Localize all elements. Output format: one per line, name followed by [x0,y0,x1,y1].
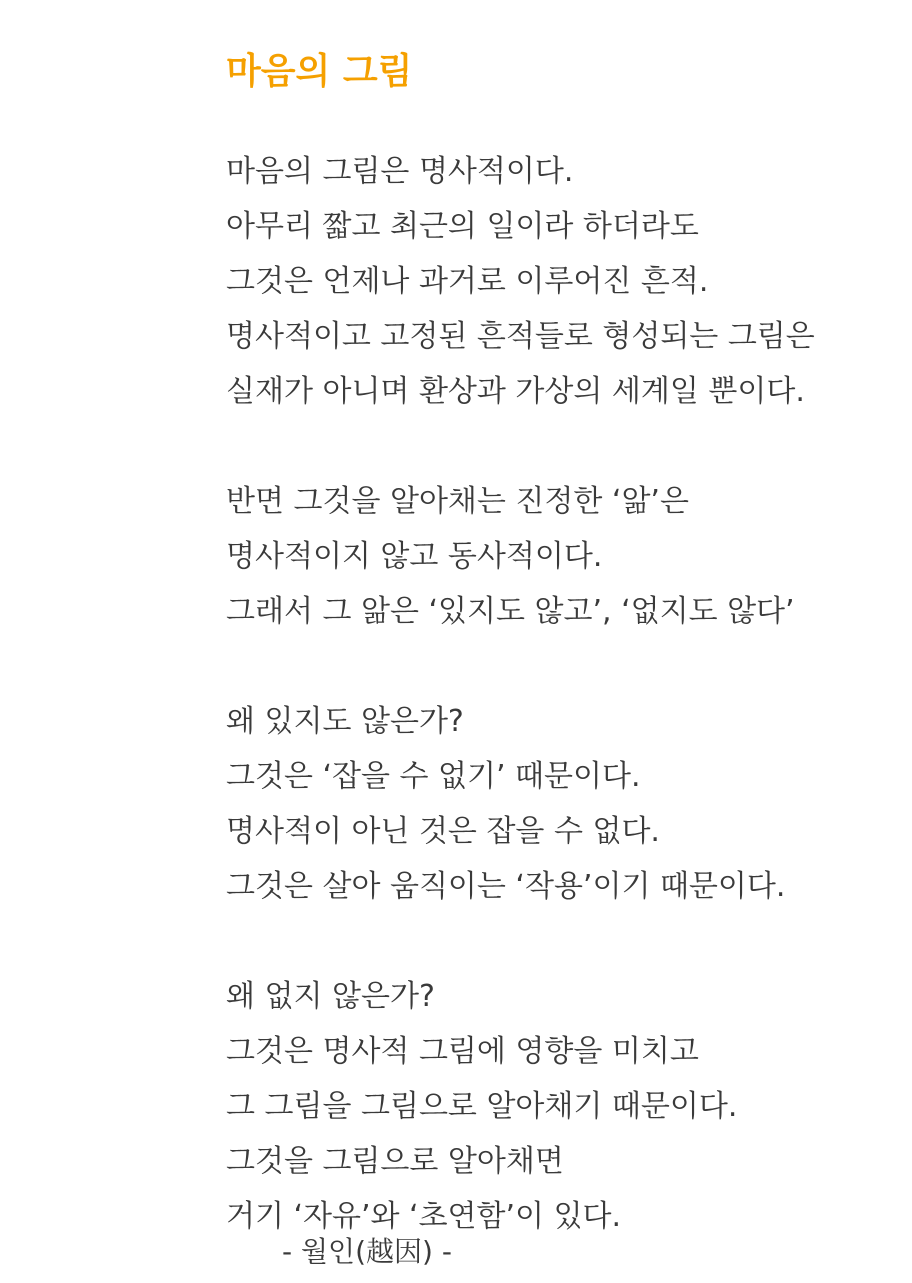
poem-line: 거기 ‘자유’와 ‘초연함’이 있다. [226,1199,622,1234]
poem-line: 그것은 명사적 그림에 영향을 미치고 [226,1034,699,1069]
poem-line: 반면 그것을 알아채는 진정한 ‘앎’은 [226,484,689,519]
poem-line: 왜 있지도 않은가? [226,704,464,739]
author-signature: - 월인(越因) - [282,1235,452,1268]
poem-line: 아무리 짧고 최근의 일이라 하더라도 [226,209,699,244]
poem-body [226,144,906,1244]
poem-line: 그것은 살아 움직이는 ‘작용’이기 때문이다. [226,869,786,904]
stanza-1 [226,144,906,419]
stanza-2 [226,474,906,639]
poem-title: 마음의 그림 [226,51,413,92]
poem-line: 명사적이고 고정된 흔적들로 형성되는 그림은 [226,319,815,354]
poem-line: 왜 없지 않은가? [226,979,435,1014]
poem-line: 그것은 ‘잡을 수 없기’ 때문이다. [226,759,641,794]
poem-line: 실재가 아니며 환상과 가상의 세계일 뿐이다. [226,374,805,409]
poem-line: 그 그림을 그림으로 알아채기 때문이다. [226,1089,738,1124]
poem-line: 그것은 언제나 과거로 이루어진 흔적. [226,264,709,299]
stanza-4 [226,969,906,1244]
poem-line: 그래서 그 앎은 ‘있지도 않고’, ‘없지도 않다’ [226,594,795,629]
poem-line: 그것을 그림으로 알아채면 [226,1144,564,1179]
poem-line: 마음의 그림은 명사적이다. [226,154,574,189]
poem-line: 명사적이 아닌 것은 잡을 수 없다. [226,814,660,849]
stanza-3 [226,694,906,914]
poem-line: 명사적이지 않고 동사적이다. [226,539,603,574]
